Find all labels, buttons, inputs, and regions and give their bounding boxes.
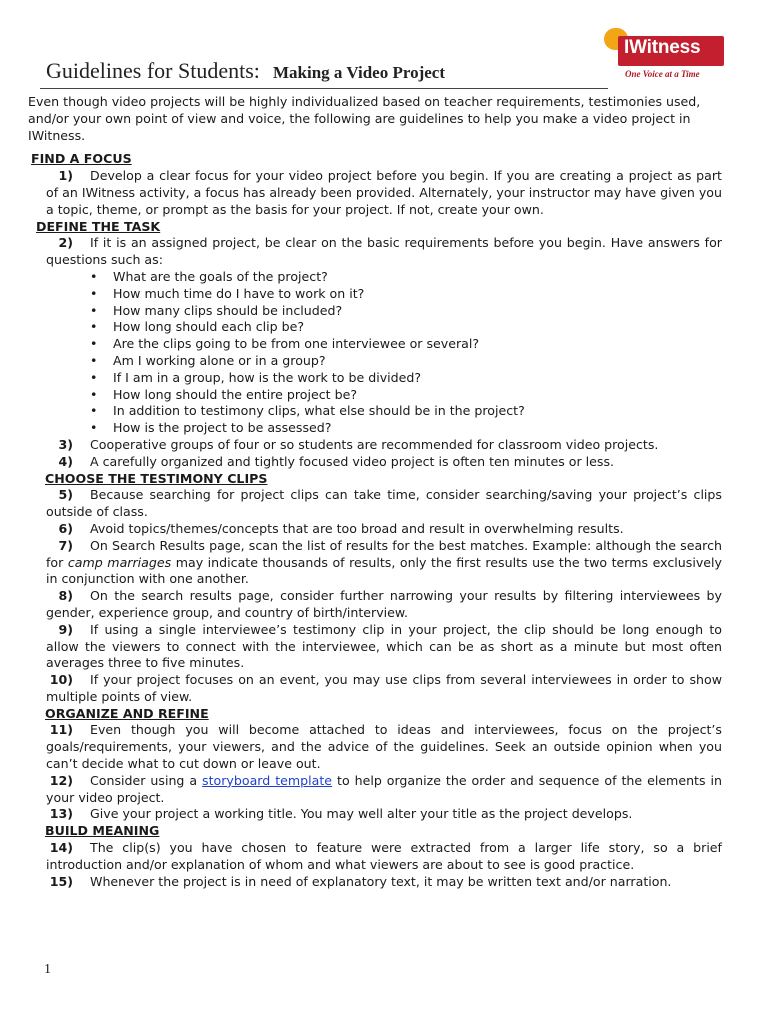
page-title: Guidelines for Students: — [46, 58, 260, 83]
list-item: • Are the clips going to be from one interviewee or several? — [90, 336, 722, 353]
item-number: 11) — [49, 722, 73, 738]
list-item: • How long should each clip be? — [90, 319, 722, 336]
guideline-item — [46, 487, 722, 521]
item-number: 3) — [58, 436, 73, 452]
item-number: 12) — [49, 772, 73, 788]
section-heading-meaning: BUILD MEANING — [45, 823, 160, 839]
item-number: 6) — [58, 520, 73, 536]
storyboard-template-link[interactable]: storyboard template — [202, 772, 333, 788]
question-list — [90, 269, 722, 437]
item-text: Avoid topics/themes/concepts that are too broad and result in overwhelming results. — [90, 520, 624, 536]
item-number: 15) — [49, 873, 73, 889]
item-number: 14) — [49, 840, 73, 856]
guideline-item — [46, 538, 722, 588]
logo-tagline: One Voice at a Time — [625, 69, 700, 79]
item-text: If your project focuses on an event, you may use clips from several interviewees in order to show multiple points of view. — [46, 672, 722, 704]
guideline-item — [46, 722, 722, 772]
iwitness-logo — [604, 28, 728, 82]
section-heading-focus: FIND A FOCUS — [31, 151, 132, 167]
item-text: A carefully organized and tightly focused video project is often ten minutes or less. — [90, 453, 615, 469]
guideline-item — [46, 806, 722, 823]
item-text: On the search results page, consider further narrowing your results by filtering interviewees by gender, experience group, and country of birth/interview. — [46, 588, 722, 620]
list-item: • How many clips should be included? — [90, 303, 722, 320]
intro-paragraph: Even though video projects will be highly individualized based on teacher requirements, testimonies used, and/or your own point of view and voice, the following are guidelines to help you make a video project in IWitness. — [28, 94, 701, 143]
item-number: 7) — [58, 537, 73, 553]
item-text: Whenever the project is in need of explanatory text, it may be written text and/or narration. — [90, 873, 672, 889]
guideline-item — [46, 622, 722, 672]
item-text: Because searching for project clips can take time, consider searching/saving your project’s clips outside of class. — [46, 487, 722, 520]
guideline-item — [46, 588, 722, 622]
item-text: Even though you will become attached to ideas and interviewees, focus on the project’s goals/requirements, your viewers, and the advice of the guidelines. Seek an outside opinion when you can’t decide what to cut down or leave out. — [46, 722, 722, 772]
item-number: 13) — [49, 806, 73, 822]
guideline-item — [46, 773, 722, 807]
item-number: 5) — [58, 487, 73, 503]
item-number: 8) — [58, 588, 73, 604]
guideline-item — [46, 168, 722, 218]
page-number: 1 — [44, 962, 51, 977]
guideline-item — [46, 874, 722, 891]
list-item: • How long should the entire project be? — [90, 387, 722, 404]
item-number: 9) — [58, 621, 73, 637]
list-item: • If I am in a group, how is the work to be divided? — [90, 370, 722, 387]
item-number: 1) — [58, 168, 73, 184]
item-text: Cooperative groups of four or so students are recommended for classroom video projects. — [90, 436, 659, 452]
header-rule — [40, 88, 608, 89]
item-text: Develop a clear focus for your video project before you begin. If you are creating a project as part of an IWitness activity, a focus has already been provided. Alternately, your instructor may have given you a topic, theme, or prompt as the basis for your project. If not, create your own. — [46, 168, 722, 217]
item-text: If it is an assigned project, be clear on the basic requirements before you begin. Have answers for questions such as: — [46, 235, 722, 268]
list-item: • How is the project to be assessed? — [90, 420, 722, 437]
section-heading-clips: CHOOSE THE TESTIMONY CLIPS — [45, 470, 268, 486]
page-header — [46, 58, 445, 84]
document-body — [28, 94, 722, 890]
guideline-item — [46, 672, 722, 706]
list-item: • Am I working alone or in a group? — [90, 353, 722, 370]
item-text: If using a single interviewee’s testimony clip in your project, the clip should be long enough to allow the viewers to connect with the interviewee, which can be as short as a minute but most often averages three to five minutes. — [46, 621, 722, 671]
item-text: may indicate thousands of results, only the first results use the two terms exclusively in conjunction with one another. — [46, 554, 722, 587]
item-number: 4) — [58, 453, 73, 469]
item-emphasis: camp marriages — [67, 554, 172, 570]
item-text: Consider using a — [90, 772, 203, 788]
guideline-item — [46, 521, 722, 538]
item-number: 10) — [49, 672, 73, 688]
item-number: 2) — [58, 235, 73, 251]
list-item: • How much time do I have to work on it? — [90, 286, 722, 303]
item-text: to help organize the order and sequence of the elements in your video project. — [46, 772, 722, 805]
page-subtitle: Making a Video Project — [272, 63, 445, 82]
guideline-item — [46, 437, 722, 454]
list-item: • In addition to testimony clips, what else should be in the project? — [90, 403, 722, 420]
list-item: • What are the goals of the project? — [90, 269, 722, 286]
item-text: The clip(s) you have chosen to feature were extracted from a larger life story, so a brief introduction and/or explanation of whom and what viewers are about to see is good practice. — [46, 840, 722, 872]
section-heading-organize: ORGANIZE AND REFINE — [45, 705, 209, 721]
guideline-item — [46, 840, 722, 874]
logo-wordmark: IWitness — [624, 37, 701, 58]
item-text: Give your project a working title. You may well alter your title as the project develops. — [90, 806, 633, 822]
item-text: On Search Results page, scan the list of results for the best matches. Example: although the search for — [46, 537, 722, 570]
section-heading-task: DEFINE THE TASK — [36, 218, 161, 234]
guideline-item — [46, 235, 722, 269]
guideline-item — [46, 454, 722, 471]
